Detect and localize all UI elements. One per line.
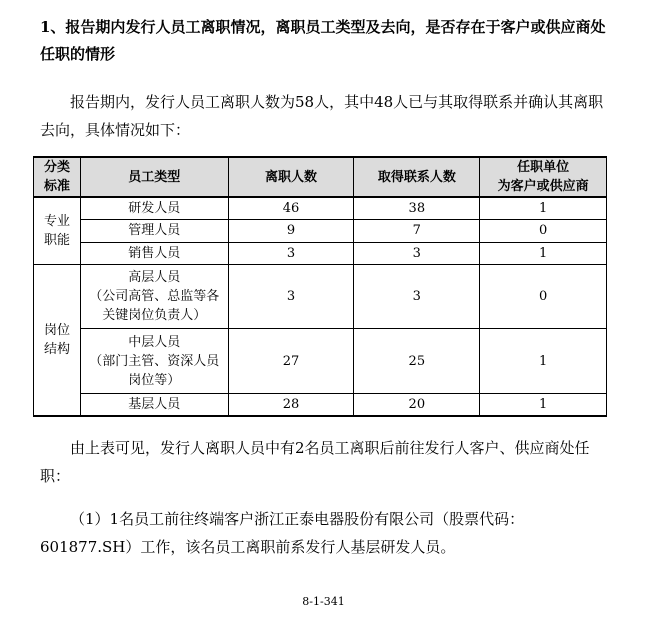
header-employee-type: 员工类型 bbox=[80, 157, 228, 197]
conclusion-paragraph: 由上表可见，发行人离职人员中有2名员工离职后前往发行人客户、供应商处任职： bbox=[40, 439, 590, 485]
table-row bbox=[34, 393, 607, 416]
cell-employed: 0 bbox=[480, 265, 607, 329]
item-1-paragraph: （1）1名员工前往终端客户浙江正泰电器股份有限公司（股票代码：601877.SH）工作，该名员工离职前系发行人基层研发人员。 bbox=[40, 510, 525, 556]
cell-type: 基层人员 bbox=[80, 393, 228, 416]
cell-left: 3 bbox=[228, 242, 354, 265]
cell-type: 高层人员 （公司高管、总监等各 关键岗位负责人） bbox=[80, 265, 228, 329]
header-left-count: 离职人数 bbox=[228, 157, 354, 197]
cell-left: 9 bbox=[228, 220, 354, 243]
cell-left: 46 bbox=[228, 197, 354, 220]
cell-contacted: 20 bbox=[354, 393, 480, 416]
group-label-professional: 专业 职能 bbox=[34, 197, 81, 265]
cell-employed: 1 bbox=[480, 242, 607, 265]
section-heading: 1、报告期内发行人员工离职情况，离职员工类型及去向，是否存在于客户或供应商处任职的情形 bbox=[40, 18, 606, 63]
cell-contacted: 3 bbox=[354, 265, 480, 329]
cell-left: 3 bbox=[228, 265, 354, 329]
table-row bbox=[34, 329, 607, 393]
intro-paragraph: 报告期内，发行人员工离职人数为58人，其中48人已与其取得联系并确认其离职去向，具体情况如下： bbox=[40, 93, 604, 139]
table-row bbox=[34, 220, 607, 243]
cell-type: 销售人员 bbox=[80, 242, 228, 265]
header-contacted-count: 取得联系人数 bbox=[354, 157, 480, 197]
table-row bbox=[34, 197, 607, 220]
cell-employed: 1 bbox=[480, 329, 607, 393]
cell-left: 28 bbox=[228, 393, 354, 416]
cell-contacted: 7 bbox=[354, 220, 480, 243]
cell-type: 管理人员 bbox=[80, 220, 228, 243]
header-employed-at-client: 任职单位 为客户或供应商 bbox=[480, 157, 607, 197]
resignation-table bbox=[33, 156, 607, 417]
cell-type: 研发人员 bbox=[80, 197, 228, 220]
table-row bbox=[34, 265, 607, 329]
table-row bbox=[34, 242, 607, 265]
page-number: 8-1-341 bbox=[302, 595, 345, 608]
cell-contacted: 38 bbox=[354, 197, 480, 220]
header-category: 分类 标准 bbox=[34, 157, 81, 197]
cell-employed: 1 bbox=[480, 393, 607, 416]
cell-type: 中层人员 （部门主管、资深人员 岗位等） bbox=[80, 329, 228, 393]
cell-employed: 1 bbox=[480, 197, 607, 220]
cell-left: 27 bbox=[228, 329, 354, 393]
group-label-position: 岗位 结构 bbox=[34, 265, 81, 417]
cell-contacted: 25 bbox=[354, 329, 480, 393]
cell-contacted: 3 bbox=[354, 242, 480, 265]
cell-employed: 0 bbox=[480, 220, 607, 243]
